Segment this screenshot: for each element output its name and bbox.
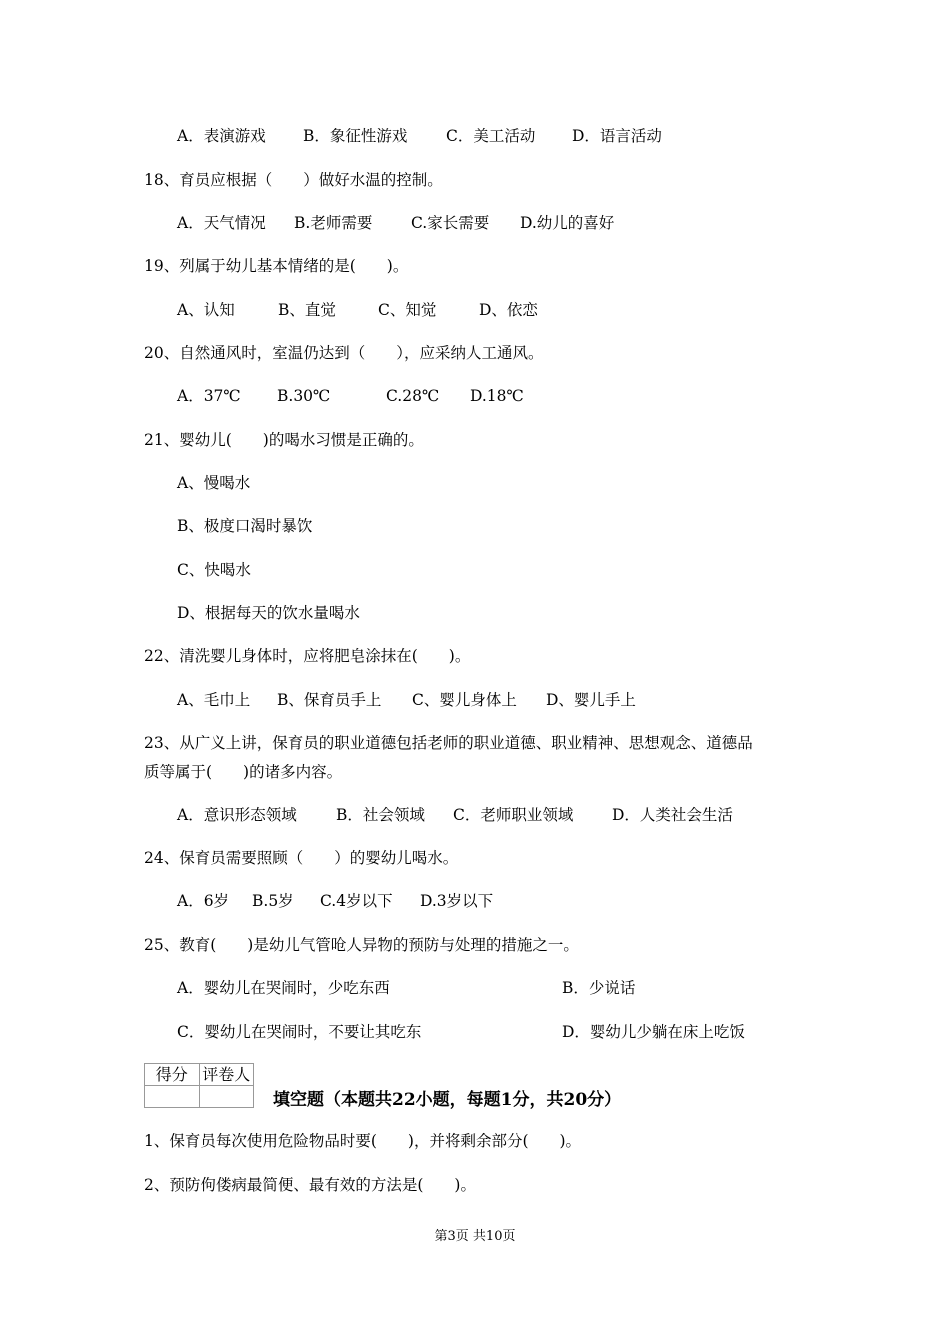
q23-option-c: C．老师职业领域 <box>453 806 574 824</box>
q22-options <box>0 690 950 710</box>
q25-option-a: A．婴幼儿在哭闹时，少吃东西 <box>177 979 390 997</box>
q20-option-d: D.18℃ <box>470 387 524 405</box>
q22-option-a: A、毛巾上 <box>177 691 251 709</box>
q25-option-d: D．婴幼儿少躺在床上吃饭 <box>562 1023 745 1041</box>
q21-stem: 21、婴幼儿( )的喝水习惯是正确的。 <box>144 431 424 449</box>
q23-stem-line2: 质等属于( )的诸多内容。 <box>144 763 343 781</box>
section-title: 填空题（本题共22小题，每题1分，共20分） <box>273 1090 622 1110</box>
q24-option-b: B.5岁 <box>252 892 294 910</box>
q22-option-c: C、婴儿身体上 <box>412 691 517 709</box>
q25-options-row2 <box>0 1022 950 1042</box>
q25-stem: 25、教育( )是幼儿气管呛人异物的预防与处理的措施之一。 <box>144 936 579 954</box>
q24-option-a: A．6岁 <box>177 892 230 910</box>
q18-option-c: C.家长需要 <box>411 214 490 232</box>
q20-stem: 20、自然通风时，室温仍达到（ ），应采纳人工通风。 <box>144 344 544 362</box>
score-label: 得分 <box>145 1064 200 1086</box>
q20-options <box>0 386 950 406</box>
q19-options <box>0 300 950 320</box>
grader-cell <box>199 1086 254 1108</box>
q20-option-a: A．37℃ <box>177 387 241 405</box>
q17-option-a: A．表演游戏 <box>177 127 266 145</box>
q25-option-b: B．少说话 <box>562 979 636 997</box>
q22-stem: 22、清洗婴儿身体时，应将肥皂涂抹在( )。 <box>144 647 471 665</box>
q19-option-a: A、认知 <box>177 301 235 319</box>
q17-options <box>0 126 950 146</box>
q21-option-c: C、快喝水 <box>177 561 251 579</box>
q20-option-c: C.28℃ <box>386 387 440 405</box>
q23-option-b: B．社会领域 <box>336 806 425 824</box>
q23-stem-line1: 23、从广义上讲，保育员的职业道德包括老师的职业道德、职业精神、思想观念、道德品 <box>144 734 753 752</box>
q23-option-a: A．意识形态领域 <box>177 806 297 824</box>
grader-label: 评卷人 <box>199 1064 254 1086</box>
q17-option-b: B．象征性游戏 <box>303 127 408 145</box>
q19-option-b: B、直觉 <box>278 301 336 319</box>
q24-option-c: C.4岁以下 <box>320 892 393 910</box>
q17-option-d: D．语言活动 <box>572 127 662 145</box>
q18-options <box>0 213 950 233</box>
page-footer: 第3页 共10页 <box>434 1229 516 1244</box>
fill-question-1: 1、保育员每次使用危险物品时要( )，并将剩余部分( )。 <box>144 1132 582 1150</box>
q24-option-d: D.3岁以下 <box>420 892 494 910</box>
q21-option-a: A、慢喝水 <box>177 474 251 492</box>
q18-option-a: A．天气情况 <box>177 214 266 232</box>
q25-options-row1 <box>0 978 950 998</box>
q24-options <box>0 891 950 911</box>
q22-option-d: D、婴儿手上 <box>546 691 636 709</box>
q23-options <box>0 805 950 825</box>
q17-option-c: C．美工活动 <box>446 127 536 145</box>
q18-option-b: B.老师需要 <box>294 214 373 232</box>
score-table <box>144 1063 254 1108</box>
score-cell <box>145 1086 200 1108</box>
q21-option-b: B、极度口渴时暴饮 <box>177 517 313 535</box>
q21-option-d: D、根据每天的饮水量喝水 <box>177 604 360 622</box>
q19-option-c: C、知觉 <box>378 301 437 319</box>
q18-option-d: D.幼儿的喜好 <box>520 214 615 232</box>
q20-option-b: B.30℃ <box>277 387 331 405</box>
q24-stem: 24、保育员需要照顾（ ）的婴幼儿喝水。 <box>144 849 459 867</box>
q19-option-d: D、依恋 <box>479 301 538 319</box>
q23-option-d: D．人类社会生活 <box>612 806 733 824</box>
q18-stem: 18、育员应根据（ ）做好水温的控制。 <box>144 171 443 189</box>
q22-option-b: B、保育员手上 <box>277 691 382 709</box>
q19-stem: 19、列属于幼儿基本情绪的是( )。 <box>144 257 409 275</box>
fill-question-2: 2、预防佝偻病最简便、最有效的方法是( )。 <box>144 1176 476 1194</box>
q25-option-c: C．婴幼儿在哭闹时，不要让其吃东 <box>177 1023 422 1041</box>
